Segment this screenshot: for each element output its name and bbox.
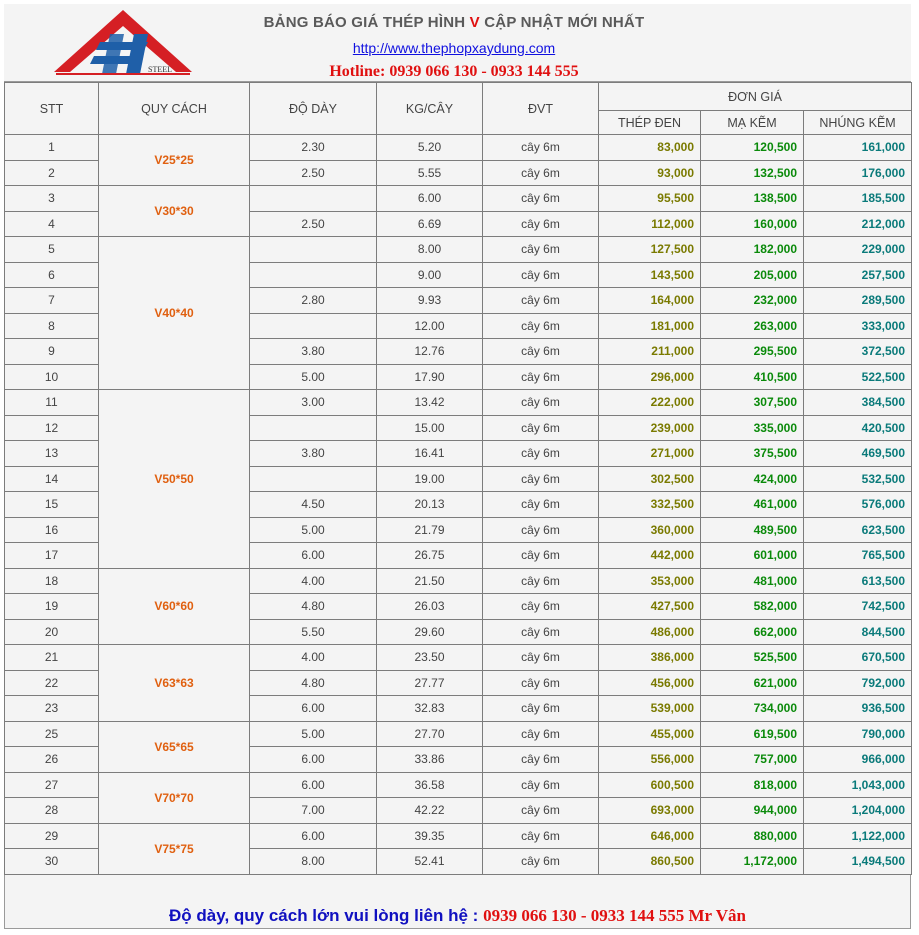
footer-text: Độ dày, quy cách lớn vui lòng liên hệ : bbox=[169, 906, 479, 925]
cell-ma-kem: 120,500 bbox=[701, 135, 804, 161]
cell-ma-kem: 424,000 bbox=[701, 466, 804, 492]
cell-kg: 26.03 bbox=[377, 594, 483, 620]
cell-stt: 2 bbox=[5, 160, 99, 186]
cell-stt: 17 bbox=[5, 543, 99, 569]
cell-ma-kem: 489,500 bbox=[701, 517, 804, 543]
cell-thep-den: 693,000 bbox=[599, 798, 701, 824]
cell-dvt: cây 6m bbox=[483, 492, 599, 518]
cell-ma-kem: 757,000 bbox=[701, 747, 804, 773]
cell-stt: 29 bbox=[5, 823, 99, 849]
cell-spec: V25*25 bbox=[99, 135, 250, 186]
cell-thep-den: 456,000 bbox=[599, 670, 701, 696]
cell-dvt: cây 6m bbox=[483, 262, 599, 288]
price-table bbox=[4, 82, 912, 875]
cell-kg: 16.41 bbox=[377, 441, 483, 467]
cell-nhung-kem: 936,500 bbox=[804, 696, 912, 722]
cell-ma-kem: 662,000 bbox=[701, 619, 804, 645]
page-title: BẢNG BÁO GIÁ THÉP HÌNH V CẬP NHẬT MỚI NHẤT bbox=[263, 14, 645, 31]
cell-stt: 12 bbox=[5, 415, 99, 441]
cell-ma-kem: 132,500 bbox=[701, 160, 804, 186]
cell-kg: 23.50 bbox=[377, 645, 483, 671]
cell-spec: V50*50 bbox=[99, 390, 250, 569]
cell-thickness: 7.00 bbox=[250, 798, 377, 824]
table-row bbox=[5, 568, 912, 594]
cell-thep-den: 127,500 bbox=[599, 237, 701, 263]
cell-thep-den: 211,000 bbox=[599, 339, 701, 365]
cell-thickness bbox=[250, 415, 377, 441]
cell-dvt: cây 6m bbox=[483, 696, 599, 722]
cell-thickness: 3.80 bbox=[250, 339, 377, 365]
cell-dvt: cây 6m bbox=[483, 339, 599, 365]
cell-nhung-kem: 185,500 bbox=[804, 186, 912, 212]
cell-stt: 10 bbox=[5, 364, 99, 390]
website-link[interactable]: http://www.thephopxaydung.com bbox=[352, 40, 556, 56]
cell-thickness: 3.80 bbox=[250, 441, 377, 467]
cell-stt: 6 bbox=[5, 262, 99, 288]
cell-stt: 1 bbox=[5, 135, 99, 161]
cell-dvt: cây 6m bbox=[483, 288, 599, 314]
cell-nhung-kem: 1,204,000 bbox=[804, 798, 912, 824]
table-row bbox=[5, 186, 912, 212]
cell-kg: 21.50 bbox=[377, 568, 483, 594]
cell-thep-den: 112,000 bbox=[599, 211, 701, 237]
cell-stt: 19 bbox=[5, 594, 99, 620]
cell-kg: 5.55 bbox=[377, 160, 483, 186]
cell-thickness: 6.00 bbox=[250, 823, 377, 849]
cell-nhung-kem: 333,000 bbox=[804, 313, 912, 339]
cell-thickness: 4.80 bbox=[250, 670, 377, 696]
cell-thep-den: 93,000 bbox=[599, 160, 701, 186]
cell-thep-den: 427,500 bbox=[599, 594, 701, 620]
cell-dvt: cây 6m bbox=[483, 645, 599, 671]
cell-dvt: cây 6m bbox=[483, 160, 599, 186]
cell-dvt: cây 6m bbox=[483, 619, 599, 645]
cell-ma-kem: 621,000 bbox=[701, 670, 804, 696]
cell-stt: 7 bbox=[5, 288, 99, 314]
cell-dvt: cây 6m bbox=[483, 772, 599, 798]
cell-spec: V60*60 bbox=[99, 568, 250, 645]
cell-ma-kem: 880,000 bbox=[701, 823, 804, 849]
cell-nhung-kem: 229,000 bbox=[804, 237, 912, 263]
cell-nhung-kem: 576,000 bbox=[804, 492, 912, 518]
cell-ma-kem: 263,000 bbox=[701, 313, 804, 339]
cell-thep-den: 600,500 bbox=[599, 772, 701, 798]
cell-kg: 5.20 bbox=[377, 135, 483, 161]
cell-ma-kem: 375,500 bbox=[701, 441, 804, 467]
cell-nhung-kem: 742,500 bbox=[804, 594, 912, 620]
table-row bbox=[5, 772, 912, 798]
cell-stt: 13 bbox=[5, 441, 99, 467]
price-table-body bbox=[5, 135, 912, 875]
cell-kg: 19.00 bbox=[377, 466, 483, 492]
cell-kg: 39.35 bbox=[377, 823, 483, 849]
cell-kg: 42.22 bbox=[377, 798, 483, 824]
cell-thep-den: 442,000 bbox=[599, 543, 701, 569]
cell-kg: 32.83 bbox=[377, 696, 483, 722]
cell-nhung-kem: 176,000 bbox=[804, 160, 912, 186]
cell-kg: 12.00 bbox=[377, 313, 483, 339]
cell-nhung-kem: 1,043,000 bbox=[804, 772, 912, 798]
col-ma-kem: MẠ KẼM bbox=[701, 111, 804, 135]
cell-thickness: 2.50 bbox=[250, 211, 377, 237]
cell-dvt: cây 6m bbox=[483, 441, 599, 467]
cell-spec: V65*65 bbox=[99, 721, 250, 772]
cell-nhung-kem: 161,000 bbox=[804, 135, 912, 161]
footer-phone: 0939 066 130 - 0933 144 555 Mr Vân bbox=[483, 906, 746, 925]
logo-text: STEEL bbox=[148, 65, 172, 74]
cell-thep-den: 539,000 bbox=[599, 696, 701, 722]
cell-kg: 15.00 bbox=[377, 415, 483, 441]
cell-dvt: cây 6m bbox=[483, 568, 599, 594]
table-row bbox=[5, 390, 912, 416]
cell-thickness bbox=[250, 237, 377, 263]
cell-nhung-kem: 420,500 bbox=[804, 415, 912, 441]
cell-dvt: cây 6m bbox=[483, 237, 599, 263]
cell-kg: 26.75 bbox=[377, 543, 483, 569]
cell-stt: 21 bbox=[5, 645, 99, 671]
cell-nhung-kem: 1,122,000 bbox=[804, 823, 912, 849]
cell-stt: 28 bbox=[5, 798, 99, 824]
cell-nhung-kem: 792,000 bbox=[804, 670, 912, 696]
cell-stt: 5 bbox=[5, 237, 99, 263]
cell-dvt: cây 6m bbox=[483, 747, 599, 773]
cell-thep-den: 360,000 bbox=[599, 517, 701, 543]
table-row bbox=[5, 823, 912, 849]
col-nhung-kem: NHÚNG KẼM bbox=[804, 111, 912, 135]
cell-nhung-kem: 257,500 bbox=[804, 262, 912, 288]
cell-dvt: cây 6m bbox=[483, 823, 599, 849]
cell-kg: 8.00 bbox=[377, 237, 483, 263]
cell-stt: 14 bbox=[5, 466, 99, 492]
col-stt: STT bbox=[5, 83, 99, 135]
cell-kg: 27.77 bbox=[377, 670, 483, 696]
cell-kg: 52.41 bbox=[377, 849, 483, 875]
cell-nhung-kem: 372,500 bbox=[804, 339, 912, 365]
cell-ma-kem: 335,000 bbox=[701, 415, 804, 441]
cell-dvt: cây 6m bbox=[483, 849, 599, 875]
cell-ma-kem: 818,000 bbox=[701, 772, 804, 798]
cell-stt: 16 bbox=[5, 517, 99, 543]
cell-thep-den: 296,000 bbox=[599, 364, 701, 390]
cell-thickness bbox=[250, 186, 377, 212]
cell-nhung-kem: 765,500 bbox=[804, 543, 912, 569]
cell-spec: V63*63 bbox=[99, 645, 250, 722]
cell-nhung-kem: 532,500 bbox=[804, 466, 912, 492]
cell-dvt: cây 6m bbox=[483, 594, 599, 620]
cell-spec: V40*40 bbox=[99, 237, 250, 390]
cell-spec: V75*75 bbox=[99, 823, 250, 874]
cell-thickness: 4.00 bbox=[250, 645, 377, 671]
cell-thep-den: 860,500 bbox=[599, 849, 701, 875]
cell-thep-den: 164,000 bbox=[599, 288, 701, 314]
cell-thickness: 6.00 bbox=[250, 772, 377, 798]
cell-stt: 30 bbox=[5, 849, 99, 875]
cell-ma-kem: 461,000 bbox=[701, 492, 804, 518]
cell-nhung-kem: 289,500 bbox=[804, 288, 912, 314]
cell-thickness: 2.50 bbox=[250, 160, 377, 186]
cell-nhung-kem: 469,500 bbox=[804, 441, 912, 467]
col-dvt: ĐVT bbox=[483, 83, 599, 135]
cell-kg: 13.42 bbox=[377, 390, 483, 416]
cell-nhung-kem: 623,500 bbox=[804, 517, 912, 543]
cell-thep-den: 353,000 bbox=[599, 568, 701, 594]
cell-spec: V30*30 bbox=[99, 186, 250, 237]
cell-thickness: 5.50 bbox=[250, 619, 377, 645]
cell-thep-den: 455,000 bbox=[599, 721, 701, 747]
cell-kg: 20.13 bbox=[377, 492, 483, 518]
cell-ma-kem: 525,500 bbox=[701, 645, 804, 671]
cell-stt: 11 bbox=[5, 390, 99, 416]
cell-kg: 9.93 bbox=[377, 288, 483, 314]
cell-ma-kem: 481,000 bbox=[701, 568, 804, 594]
cell-thep-den: 386,000 bbox=[599, 645, 701, 671]
cell-nhung-kem: 966,000 bbox=[804, 747, 912, 773]
cell-nhung-kem: 212,000 bbox=[804, 211, 912, 237]
cell-ma-kem: 232,000 bbox=[701, 288, 804, 314]
cell-dvt: cây 6m bbox=[483, 186, 599, 212]
cell-thickness: 4.00 bbox=[250, 568, 377, 594]
cell-thickness: 5.00 bbox=[250, 721, 377, 747]
cell-dvt: cây 6m bbox=[483, 721, 599, 747]
cell-dvt: cây 6m bbox=[483, 415, 599, 441]
cell-thickness: 5.00 bbox=[250, 517, 377, 543]
cell-thep-den: 556,000 bbox=[599, 747, 701, 773]
cell-thep-den: 143,500 bbox=[599, 262, 701, 288]
cell-ma-kem: 582,000 bbox=[701, 594, 804, 620]
cell-dvt: cây 6m bbox=[483, 670, 599, 696]
cell-ma-kem: 160,000 bbox=[701, 211, 804, 237]
cell-ma-kem: 619,500 bbox=[701, 721, 804, 747]
cell-kg: 36.58 bbox=[377, 772, 483, 798]
cell-thep-den: 332,500 bbox=[599, 492, 701, 518]
cell-dvt: cây 6m bbox=[483, 466, 599, 492]
col-quy-cach: QUY CÁCH bbox=[99, 83, 250, 135]
table-row bbox=[5, 237, 912, 263]
cell-nhung-kem: 670,500 bbox=[804, 645, 912, 671]
cell-thickness: 8.00 bbox=[250, 849, 377, 875]
cell-kg: 12.76 bbox=[377, 339, 483, 365]
cell-kg: 9.00 bbox=[377, 262, 483, 288]
cell-thep-den: 302,500 bbox=[599, 466, 701, 492]
cell-thep-den: 646,000 bbox=[599, 823, 701, 849]
cell-dvt: cây 6m bbox=[483, 798, 599, 824]
cell-thep-den: 83,000 bbox=[599, 135, 701, 161]
cell-thep-den: 271,000 bbox=[599, 441, 701, 467]
cell-ma-kem: 1,172,000 bbox=[701, 849, 804, 875]
cell-stt: 4 bbox=[5, 211, 99, 237]
cell-ma-kem: 205,000 bbox=[701, 262, 804, 288]
cell-thickness bbox=[250, 313, 377, 339]
cell-ma-kem: 601,000 bbox=[701, 543, 804, 569]
cell-dvt: cây 6m bbox=[483, 364, 599, 390]
cell-ma-kem: 295,500 bbox=[701, 339, 804, 365]
cell-ma-kem: 944,000 bbox=[701, 798, 804, 824]
cell-thickness: 3.00 bbox=[250, 390, 377, 416]
cell-thickness bbox=[250, 466, 377, 492]
cell-stt: 9 bbox=[5, 339, 99, 365]
cell-nhung-kem: 522,500 bbox=[804, 364, 912, 390]
table-row bbox=[5, 721, 912, 747]
cell-dvt: cây 6m bbox=[483, 390, 599, 416]
cell-ma-kem: 410,500 bbox=[701, 364, 804, 390]
cell-kg: 29.60 bbox=[377, 619, 483, 645]
cell-nhung-kem: 1,494,500 bbox=[804, 849, 912, 875]
cell-kg: 21.79 bbox=[377, 517, 483, 543]
cell-stt: 20 bbox=[5, 619, 99, 645]
cell-thickness: 4.50 bbox=[250, 492, 377, 518]
cell-stt: 23 bbox=[5, 696, 99, 722]
cell-ma-kem: 138,500 bbox=[701, 186, 804, 212]
cell-stt: 3 bbox=[5, 186, 99, 212]
cell-thickness: 2.80 bbox=[250, 288, 377, 314]
cell-dvt: cây 6m bbox=[483, 517, 599, 543]
cell-thep-den: 222,000 bbox=[599, 390, 701, 416]
cell-nhung-kem: 384,500 bbox=[804, 390, 912, 416]
footer-contact bbox=[4, 903, 911, 929]
cell-thep-den: 95,500 bbox=[599, 186, 701, 212]
hotline-text: Hotline: 0939 066 130 - 0933 144 555 bbox=[329, 63, 579, 80]
cell-ma-kem: 734,000 bbox=[701, 696, 804, 722]
cell-stt: 27 bbox=[5, 772, 99, 798]
cell-stt: 25 bbox=[5, 721, 99, 747]
cell-stt: 18 bbox=[5, 568, 99, 594]
cell-thickness bbox=[250, 262, 377, 288]
cell-kg: 27.70 bbox=[377, 721, 483, 747]
cell-stt: 22 bbox=[5, 670, 99, 696]
cell-dvt: cây 6m bbox=[483, 135, 599, 161]
cell-kg: 17.90 bbox=[377, 364, 483, 390]
cell-stt: 8 bbox=[5, 313, 99, 339]
cell-dvt: cây 6m bbox=[483, 543, 599, 569]
table-row bbox=[5, 135, 912, 161]
cell-nhung-kem: 613,500 bbox=[804, 568, 912, 594]
col-thep-den: THÉP ĐEN bbox=[599, 111, 701, 135]
cell-thickness: 5.00 bbox=[250, 364, 377, 390]
cell-thickness: 2.30 bbox=[250, 135, 377, 161]
cell-thickness: 4.80 bbox=[250, 594, 377, 620]
cell-stt: 15 bbox=[5, 492, 99, 518]
cell-dvt: cây 6m bbox=[483, 211, 599, 237]
cell-kg: 6.00 bbox=[377, 186, 483, 212]
cell-thickness: 6.00 bbox=[250, 696, 377, 722]
cell-ma-kem: 307,500 bbox=[701, 390, 804, 416]
cell-kg: 6.69 bbox=[377, 211, 483, 237]
table-row bbox=[5, 645, 912, 671]
cell-stt: 26 bbox=[5, 747, 99, 773]
cell-thickness: 6.00 bbox=[250, 747, 377, 773]
cell-ma-kem: 182,000 bbox=[701, 237, 804, 263]
cell-thep-den: 486,000 bbox=[599, 619, 701, 645]
cell-kg: 33.86 bbox=[377, 747, 483, 773]
cell-thickness: 6.00 bbox=[250, 543, 377, 569]
col-kg-cay: KG/CÂY bbox=[377, 83, 483, 135]
col-do-day: ĐỘ DÀY bbox=[250, 83, 377, 135]
col-don-gia: ĐƠN GIÁ bbox=[599, 83, 912, 111]
cell-nhung-kem: 790,000 bbox=[804, 721, 912, 747]
cell-dvt: cây 6m bbox=[483, 313, 599, 339]
cell-thep-den: 239,000 bbox=[599, 415, 701, 441]
header bbox=[4, 4, 911, 82]
cell-thep-den: 181,000 bbox=[599, 313, 701, 339]
cell-nhung-kem: 844,500 bbox=[804, 619, 912, 645]
cell-spec: V70*70 bbox=[99, 772, 250, 823]
